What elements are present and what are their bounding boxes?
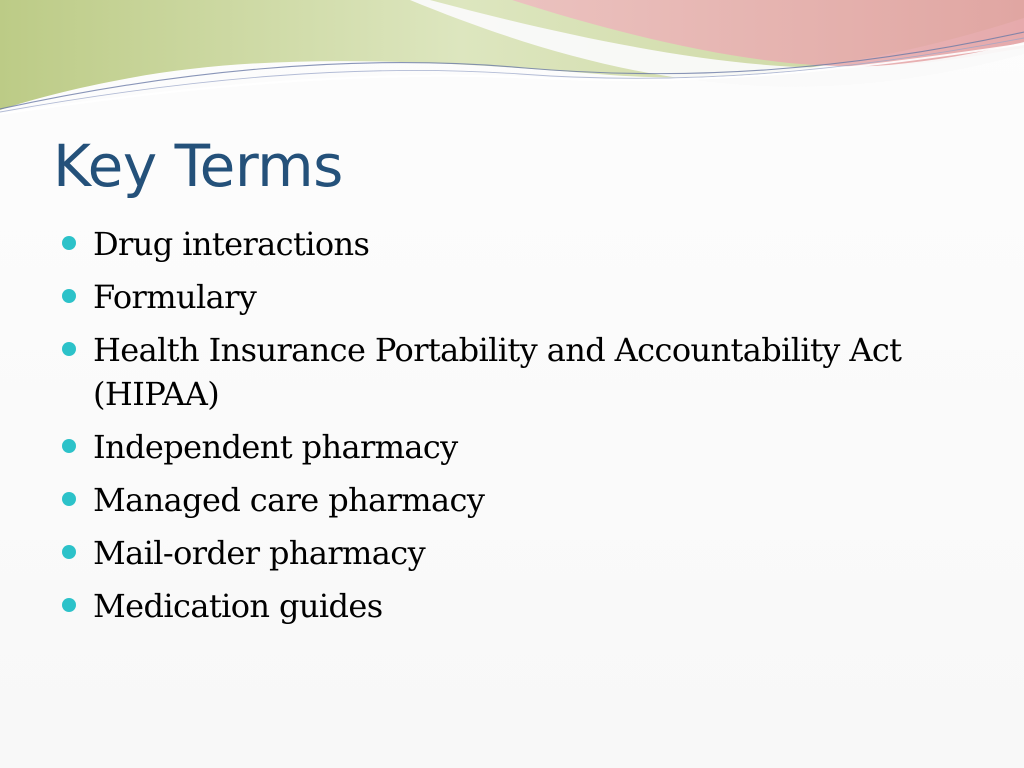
bullet-dot-icon [62,598,76,612]
bullet-item-managed-care-pharmacy [62,478,962,522]
bullet-text: Mail-order pharmacy [93,534,426,572]
bullet-item-formulary [62,275,962,319]
bullet-dot-icon [62,289,76,303]
bullet-dot-icon [62,492,76,506]
bullet-text: Health Insurance Portability and Accountability Act (HIPAA) [93,331,902,413]
bullet-text: Managed care pharmacy [93,481,485,519]
bullet-item-mail-order-pharmacy [62,531,962,575]
slide-title: Key Terms [53,132,343,200]
bullet-item-drug-interactions [62,222,962,266]
bullet-text: Drug interactions [93,225,370,263]
bullet-text: Formulary [93,278,257,316]
header-wave-decoration [0,0,1024,130]
bullet-item-medication-guides [62,584,962,628]
bullet-item-independent-pharmacy [62,425,962,469]
bullet-dot-icon [62,236,76,250]
bullet-dot-icon [62,342,76,356]
bullet-dot-icon [62,439,76,453]
bullet-dot-icon [62,545,76,559]
bullet-text: Medication guides [93,587,383,625]
bullet-item-hipaa [62,328,962,416]
key-terms-list [62,222,962,637]
bullet-text: Independent pharmacy [93,428,458,466]
